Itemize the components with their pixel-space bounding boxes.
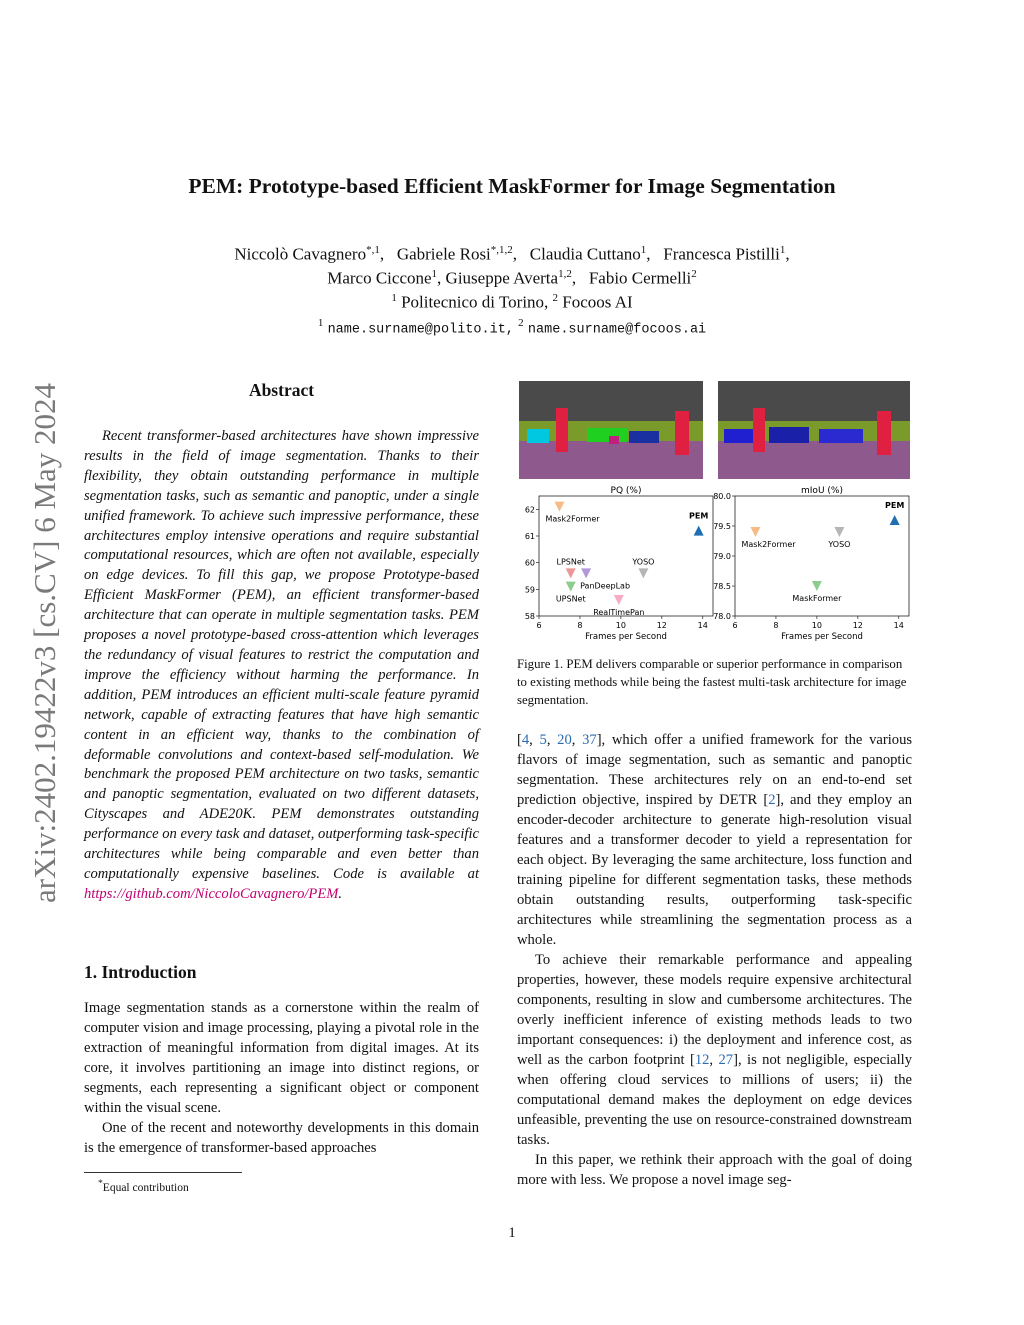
data-label: PEM [689, 511, 709, 521]
x-tick-label: 8 [773, 621, 779, 630]
data-label: Mask2Former [741, 540, 796, 549]
citation-link[interactable]: 20 [557, 732, 572, 748]
data-label: PanDeepLab [580, 581, 631, 591]
x-axis-label: Frames per Second [585, 632, 667, 642]
x-tick-label: 10 [811, 621, 822, 630]
footnote-text: Equal contribution [102, 1181, 189, 1194]
footnote-mark: * [98, 1178, 103, 1189]
segmentation-examples-image [519, 381, 910, 479]
affiliation-name: Focoos AI [562, 292, 633, 312]
email-address[interactable]: name.surname@focoos.ai [527, 322, 707, 338]
x-tick-label: 10 [615, 621, 626, 630]
x-axis-label: Frames per Second [781, 632, 863, 642]
code-link[interactable]: https://github.com/NiccoloCavagnero/PEM [84, 885, 339, 902]
figure-images [519, 381, 910, 479]
data-label: YOSO [828, 540, 851, 549]
body-paragraph: In this paper, we rethink their approach with the goal of doing more with less. We propose a novel image seg- [517, 1152, 912, 1188]
email-mark: 2 [518, 317, 524, 329]
citation-link[interactable]: 2 [768, 792, 776, 808]
data-label: PEM [885, 501, 905, 510]
x-tick-label: 6 [536, 621, 542, 630]
citation-link[interactable]: 27 [718, 1052, 734, 1068]
citation-link[interactable]: 4 [521, 732, 530, 748]
abstract-text: Recent transformer-based architectures have shown impressive results in the field of image segmentation. Thanks to their flexibility, they obtain outstanding performance in multiple segmentation tasks, such as semantic and panoptic, under a single unified framework. To achieve such impressive performance, these architectures employ intensive operations and require substantial computational resources, which are often not available, especially on edge devices. To fill this gap, we propose Prototype-based Efficient MaskFormer (PEM), an efficient transformer-based architecture that can operate in multiple segmentation tasks. PEM proposes a novel prototype-based cross-attention which leverages the redundancy of visual features to restrict the computation and improve the efficiency without harming the performance. In addition, PEM introduces an efficient multi-scale feature pyramid network, capable of extracting features that have high semantic content in an efficient way, thanks to the combination of deformable convolutions and context-based self-modulation. We benchmark the proposed PEM architecture on two tasks, semantic and panoptic segmentation, evaluated on two different datasets, Cityscapes and ADE20K. PEM demonstrates outstanding performance on every task and dataset, outperforming task-specific architectures while being comparable and even better than computationally expensive baselines. Code is available at [84, 428, 479, 882]
figure-charts [519, 482, 910, 642]
author-affiliation-mark: 1 [431, 268, 438, 280]
data-point-lpsnet [566, 568, 576, 578]
x-tick-label: 12 [852, 621, 863, 630]
y-tick-label: 61 [524, 532, 535, 541]
x-tick-label: 6 [732, 621, 738, 630]
chart-title: mIoU (%) [801, 486, 843, 496]
body-paragraph: To achieve their remarkable performance and appealing properties, however, these models require expensive architectural components, resulting in slow and cumbersome architectures. The overly inefficient inference of existing methods leads to two important consequences: i) the deployment and inference cost, as well as the carbon footprint [12, 27], is not negligible, especially when offering cloud services to millions of users; ii) the computational demand makes the deployment on edge devices unfeasible, preventing the use on resource-constrained downstream tasks. [517, 952, 913, 1148]
right-column-body [517, 730, 912, 1190]
author-name: Claudia Cuttano [529, 244, 641, 264]
page-number: 1 [508, 1225, 516, 1241]
data-point-pem [890, 515, 900, 525]
y-tick-label: 79.5 [713, 522, 731, 531]
data-point-realtimepan [614, 595, 624, 605]
affiliation-name: Politecnico di Torino, [401, 292, 549, 312]
data-point-pandeeplab [581, 568, 591, 578]
data-point-mask2former [750, 527, 760, 537]
arxiv-identifier: arXiv:2402.19422v3 [cs.CV] 6 May 2024 [27, 382, 62, 904]
author-affiliation-mark: 1 [779, 244, 786, 256]
data-point-pem [694, 526, 704, 536]
chart-title: PQ (%) [610, 486, 642, 496]
authors-line-2: Marco Ciccone$^1$, Giuseppe Averta$^{1,2}$, Fabio Cermelli$^2$ [327, 268, 697, 288]
footnote [98, 1178, 189, 1194]
data-label: UPSNet [555, 594, 586, 604]
data-point-maskformer [812, 581, 822, 591]
data-point-upsnet [566, 582, 576, 592]
intro-paragraph-1: Image segmentation stands as a cornerstone within the realm of computer vision and image processing, playing a pivotal role in the extraction of meaningful information from digital images. At its core, it involves partitioning an image into distinct regions, or segments, each representing a significant object or component within the visual scene. [84, 1000, 479, 1116]
y-tick-label: 59 [524, 585, 535, 595]
affiliation-mark: 1 [391, 292, 397, 304]
affiliation-mark: 2 [552, 292, 559, 304]
y-tick-label: 62 [524, 505, 535, 515]
y-tick-label: 78.0 [713, 612, 731, 621]
performance-charts [519, 482, 910, 642]
author-name: Giuseppe Averta [445, 268, 559, 288]
data-label: MaskFormer [792, 594, 842, 603]
email-address[interactable]: name.surname@polito.it, [327, 322, 514, 338]
y-tick-label: 58 [524, 612, 535, 621]
paper-title: PEM: Prototype-based Efficient MaskFormer for Image Segmentation [188, 174, 836, 198]
emails [0, 311, 1024, 343]
citation-link[interactable]: 5 [539, 732, 547, 748]
data-label: LPSNet [556, 557, 585, 567]
figure-caption: Figure 1. PEM delivers comparable or superior performance in comparison to existing methods while being the fastest multi-task architecture for image segmentation. [517, 657, 907, 707]
data-label: RealTimePan [593, 608, 645, 617]
abstract-end: . [338, 885, 343, 902]
y-tick-label: 80.0 [713, 492, 731, 501]
authors-line-1: Niccolò Cavagnero$^{*,1}$, Gabriele Rosi$^{*,1,2}$, Claudia Cuttano$^1$, Francesca Pistilli$^1$, [234, 244, 790, 264]
x-tick-label: 12 [656, 621, 667, 630]
section-heading-introduction: 1. Introduction [84, 962, 197, 982]
citation-link[interactable]: 37 [582, 732, 597, 748]
abstract-body [84, 427, 479, 905]
data-point-mask2former [554, 502, 564, 512]
author-affiliation-mark: *,1,2 [490, 244, 513, 256]
author-name: Gabriele Rosi [396, 244, 491, 264]
email-mark: 1 [317, 317, 324, 329]
y-tick-label: 78.5 [713, 582, 731, 591]
data-label: YOSO [632, 557, 655, 567]
author-affiliation-mark: 1,2 [558, 268, 572, 280]
data-point-yoso [834, 527, 844, 537]
intro-paragraph-2: One of the recent and noteworthy developments in this domain is the emergence of transformer-based approaches [84, 1120, 479, 1156]
x-tick-label: 8 [577, 621, 583, 630]
y-tick-label: 60 [524, 558, 535, 568]
x-tick-label: 14 [697, 621, 708, 630]
author-affiliation-mark: 2 [691, 268, 697, 280]
author-name: Francesca Pistilli [663, 244, 780, 264]
data-label: Mask2Former [545, 514, 600, 524]
author-affiliation-mark: 1 [640, 244, 647, 256]
data-point-yoso [638, 568, 648, 578]
intro-body [84, 998, 479, 1158]
body-paragraph: [4, 5, 20, 37], which offer a unified framework for the various flavors of image segmentation, such as semantic and panoptic segmentation. These architectures rely on an end-to-end set prediction objective, inspired by DETR [2], and they employ an encoder-decoder architecture to generate high-resolution visual features and a transformer decoder to yield a representation for each object. By leveraging the same architecture, loss function and training pipeline for different segmentation tasks, these methods obtain outstanding results, outperforming task-specific architectures while streamlining the segmentation process as a whole. [517, 732, 913, 948]
author-name: Marco Ciccone [327, 268, 432, 288]
author-affiliation-mark: *,1 [366, 244, 380, 256]
footnote-rule [84, 1172, 242, 1173]
abstract-heading: Abstract [248, 380, 315, 400]
y-tick-label: 79.0 [713, 552, 731, 561]
x-tick-label: 14 [893, 621, 904, 630]
citation-link[interactable]: 12 [694, 1052, 710, 1068]
author-name: Niccolò Cavagnero [234, 244, 367, 264]
author-name: Fabio Cermelli [588, 268, 692, 288]
